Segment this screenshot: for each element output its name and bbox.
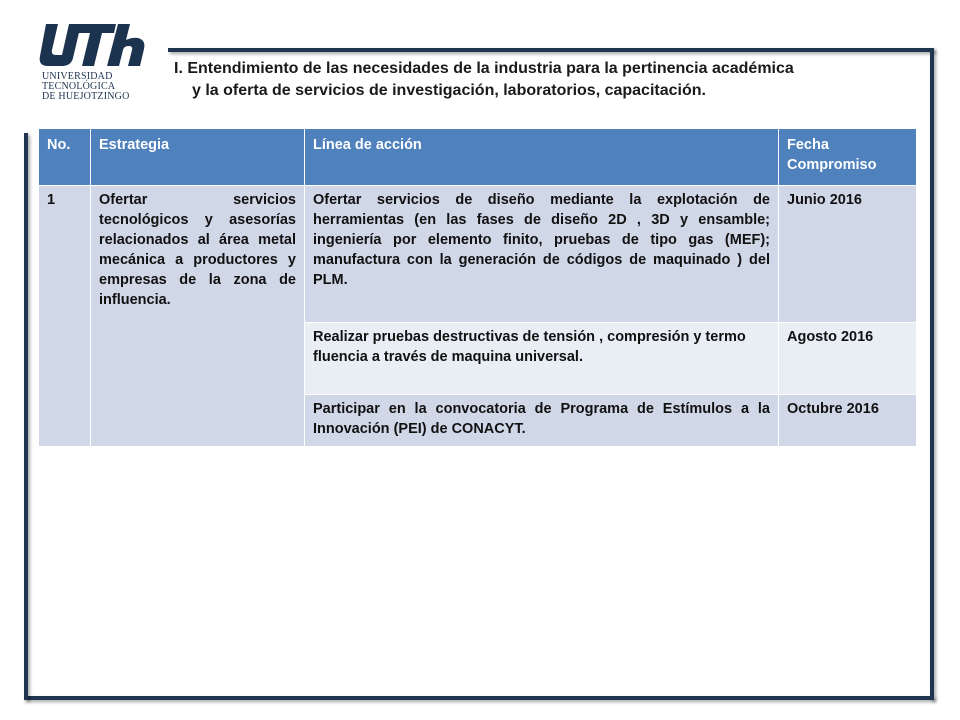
logo-line-2: TECNOLÓGICA: [42, 81, 116, 92]
header-linea-accion: Línea de acción: [305, 129, 779, 186]
strategy-table: [38, 128, 917, 447]
cell-linea-accion: Ofertar servicios de diseño mediante la explotación de herramientas (en las fases de diseño 2D , 3D y ensamble; ingeniería por elemento finito, pruebas de tipo gas (MEF); manufactura con la generación de códigos de maquinado ) del PLM.: [305, 186, 779, 323]
cell-estrategia: Ofertar servicios tecnológicos y asesorías relacionados al área metal mecánica a productores y empresas de la zona de influencia.: [91, 186, 305, 447]
uth-logo-mark: [36, 22, 148, 70]
cell-fecha: Octubre 2016: [779, 395, 917, 447]
header-estrategia: Estrategia: [91, 129, 305, 186]
logo-line-3: DE HUEJOTZINGO: [42, 91, 130, 102]
cell-fecha: Junio 2016: [779, 186, 917, 323]
slide-title: [174, 58, 914, 102]
header-no: No.: [39, 129, 91, 186]
slide-frame-right: [930, 48, 934, 700]
slide-frame-top: [168, 48, 934, 52]
table-header-row: [39, 129, 917, 186]
cell-linea-accion: Participar en la convocatoria de Programa de Estímulos a la Innovación (PEI) de CONACYT.: [305, 395, 779, 447]
slide-frame-left: [24, 133, 28, 700]
slide-frame-bottom: [24, 696, 934, 700]
logo-wordmark: [42, 72, 152, 102]
logo-line-1: UNIVERSIDAD: [42, 71, 113, 82]
title-line-2: y la oferta de servicios de investigación, laboratorios, capacitación.: [192, 82, 706, 99]
cell-no: 1: [39, 186, 91, 447]
cell-fecha: Agosto 2016: [779, 323, 917, 395]
table-row: [39, 186, 917, 323]
header-fecha-compromiso: Fecha Compromiso: [779, 129, 917, 186]
cell-linea-accion: Realizar pruebas destructivas de tensión , compresión y termo fluencia a través de maquina universal.: [305, 323, 779, 395]
title-line-1: I. Entendimiento de las necesidades de la industria para la pertinencia académica: [174, 60, 794, 77]
